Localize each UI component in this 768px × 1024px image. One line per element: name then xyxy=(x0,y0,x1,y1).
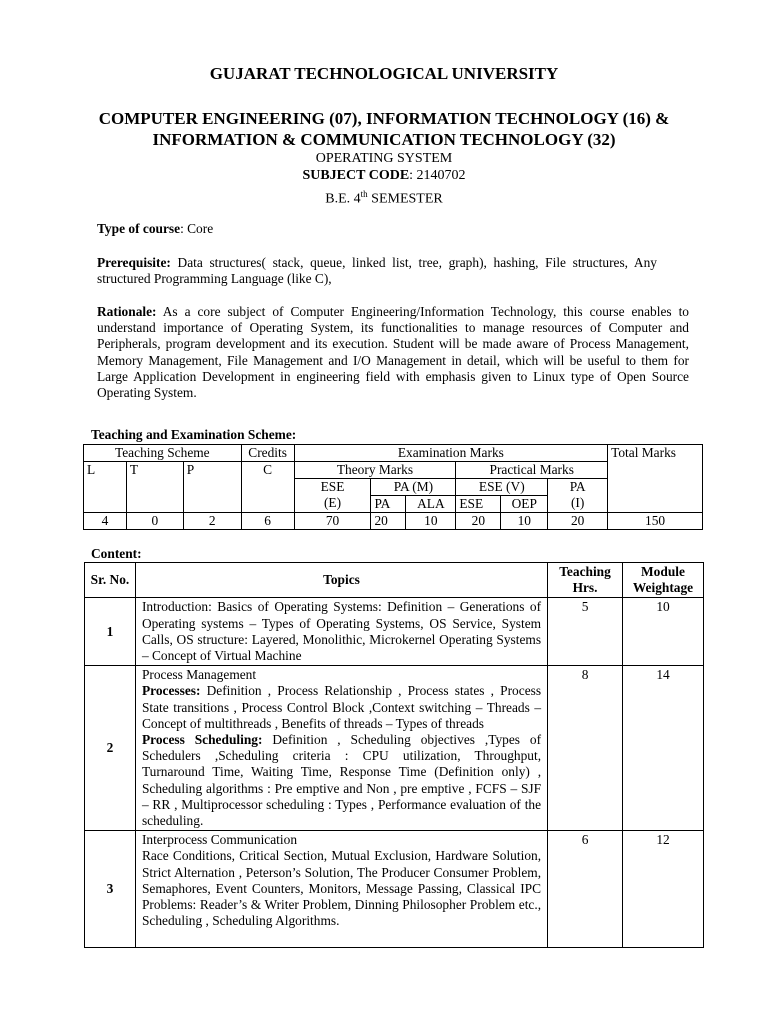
semester-prefix: B.E. 4 xyxy=(325,191,361,207)
topics-header: Topics xyxy=(135,563,547,598)
process-scheduling-block xyxy=(142,732,541,829)
row-sr-no: 1 xyxy=(85,598,136,666)
departments-heading xyxy=(60,108,708,150)
practical-marks-header: Practical Marks xyxy=(456,462,608,479)
row-weightage: 10 xyxy=(623,598,704,666)
l-value: 4 xyxy=(84,513,127,530)
ese-header: ESE xyxy=(456,496,501,513)
ala-value: 10 xyxy=(406,513,456,530)
row-topic-heading: Process Management xyxy=(141,667,257,683)
pa-header: PA xyxy=(371,496,406,513)
processes-label: Processes: xyxy=(141,683,201,699)
credits-header: Credits xyxy=(241,445,294,462)
content-title: Content: xyxy=(91,546,142,561)
total-value: 150 xyxy=(608,513,703,530)
processes-text: Definition , Process Relationship , Process states , Process State transitions , Process Control Block ,Context switching – Threads – Concept of multithreads , Benefits of threads – Types of threads xyxy=(141,683,542,731)
table-row xyxy=(85,598,704,666)
ese-e-value: 70 xyxy=(294,513,371,530)
prerequisite xyxy=(97,255,657,287)
process-scheduling-label: Process Scheduling: xyxy=(141,732,263,748)
ese-v-value: 20 xyxy=(456,513,501,530)
p-header: P xyxy=(183,462,241,513)
row-sr-no: 2 xyxy=(85,666,136,831)
row-hours: 6 xyxy=(548,831,623,948)
sr-no-header: Sr. No. xyxy=(85,563,136,598)
type-of-course xyxy=(97,221,689,237)
subject-code: : 2140702 xyxy=(409,168,466,183)
scheme-title: Teaching and Examination Scheme: xyxy=(91,427,297,442)
total-marks-header: Total Marks xyxy=(608,445,703,513)
module-weightage-header: Module Weightage xyxy=(623,563,704,598)
row-topic: Introduction: Basics of Operating Systems: Definition – Generations of Operating systems – Types of Operating Systems, OS Service, System Calls, OS structure: Layered, Monolithic, Microkernel Operating Systems – Concept of Virtual Machine xyxy=(135,598,547,666)
pa-value: 20 xyxy=(371,513,406,530)
pa-i-value: 20 xyxy=(548,513,608,530)
c-value: 6 xyxy=(241,513,294,530)
ala-header: ALA xyxy=(406,496,456,513)
rationale-label: Rationale: xyxy=(97,304,157,319)
c-header: C xyxy=(241,462,294,513)
semester-sup: th xyxy=(360,189,368,199)
teaching-scheme-header: Teaching Scheme xyxy=(84,445,242,462)
ese-e-header xyxy=(294,479,371,513)
teaching-hrs-header: Teaching Hrs. xyxy=(548,563,623,598)
rationale-value: As a core subject of Computer Engineering/Information Technology, this course enables to understand importance of Operating System, its functionalities to manage resources of Computer and Peripherals, program development and its execution. Student will be made aware of Process Management, Memory Management, File Management and I/O Management in detail, which will be useful to them for Large Application Development in engineering field with emphasis given to Linux type of Open Source Operating System. xyxy=(97,304,689,401)
ese-e-top: ESE xyxy=(320,479,345,494)
scheme-header-row-1 xyxy=(84,445,703,462)
processes-block xyxy=(142,683,541,732)
departments-line-2: INFORMATION & COMMUNICATION TECHNOLOGY (32) xyxy=(152,130,616,149)
pa-i-top: PA xyxy=(569,479,586,494)
subject-code-label: SUBJECT CODE xyxy=(302,168,410,183)
prereq-label: Prerequisite: xyxy=(97,255,171,270)
pa-m-header: PA (M) xyxy=(371,479,456,496)
l-header: L xyxy=(84,462,127,513)
type-value: : Core xyxy=(180,221,214,236)
type-label: Type of course xyxy=(97,221,181,236)
semester-line xyxy=(0,185,768,209)
departments-line-1: COMPUTER ENGINEERING (07), INFORMATION TECHNOLOGY (16) & xyxy=(98,109,670,128)
row-hours: 8 xyxy=(548,666,623,831)
subject-code-line xyxy=(0,167,768,185)
oep-header: OEP xyxy=(501,496,548,513)
pa-i-header xyxy=(548,479,608,513)
row-topic-text: Race Conditions, Critical Section, Mutual Exclusion, Hardware Solution, Strict Alternation , Peterson’s Solution, The Producer Consumer Problem, Semaphores, Event Counters, Monitors, Message Passing, Classical IPC Problems: Reader’s & Writer Problem, Dinning Philosopher Problem etc., Scheduling , Scheduling Algorithms. xyxy=(141,848,542,929)
table-row xyxy=(85,831,704,948)
theory-marks-header: Theory Marks xyxy=(294,462,456,479)
content-table xyxy=(84,562,704,948)
row-hours: 5 xyxy=(548,598,623,666)
p-value: 2 xyxy=(183,513,241,530)
row-topic xyxy=(135,666,547,831)
pa-i-bottom: (I) xyxy=(570,495,585,510)
content-header-row xyxy=(85,563,704,598)
oep-value: 10 xyxy=(501,513,548,530)
row-topic xyxy=(135,831,547,948)
ese-e-bottom: (E) xyxy=(323,495,342,510)
scheme-table xyxy=(83,444,703,530)
row-weightage: 12 xyxy=(623,831,704,948)
prereq-value: Data structures( stack, queue, linked list, tree, graph), hashing, File structures, Any structured Programming Language (like C), xyxy=(97,255,657,287)
ese-v-header: ESE (V) xyxy=(456,479,548,496)
process-scheduling-text: Definition , Scheduling objectives ,Types of Schedulers ,Scheduling criteria : CPU utilization, Throughput, Turnaround Time, Waiting Time, Response Time (Definition only) , Scheduling algorithms : Pre emptive and Non , pre emptive , FCFS – SJF – RR , Multiprocessor scheduling : Types , Performance evaluation of the scheduling. xyxy=(141,732,542,829)
scheme-values-row xyxy=(84,513,703,530)
t-value: 0 xyxy=(126,513,183,530)
rationale xyxy=(97,304,689,401)
row-sr-no: 3 xyxy=(85,831,136,948)
university-title: GUJARAT TECHNOLOGICAL UNIVERSITY xyxy=(209,64,559,83)
subject-name: OPERATING SYSTEM xyxy=(315,151,453,166)
exam-marks-header: Examination Marks xyxy=(294,445,608,462)
table-row xyxy=(85,666,704,831)
semester-suffix: SEMESTER xyxy=(367,191,443,207)
t-header: T xyxy=(126,462,183,513)
row-weightage: 14 xyxy=(623,666,704,831)
row-topic-heading: Interprocess Communication xyxy=(141,832,298,848)
